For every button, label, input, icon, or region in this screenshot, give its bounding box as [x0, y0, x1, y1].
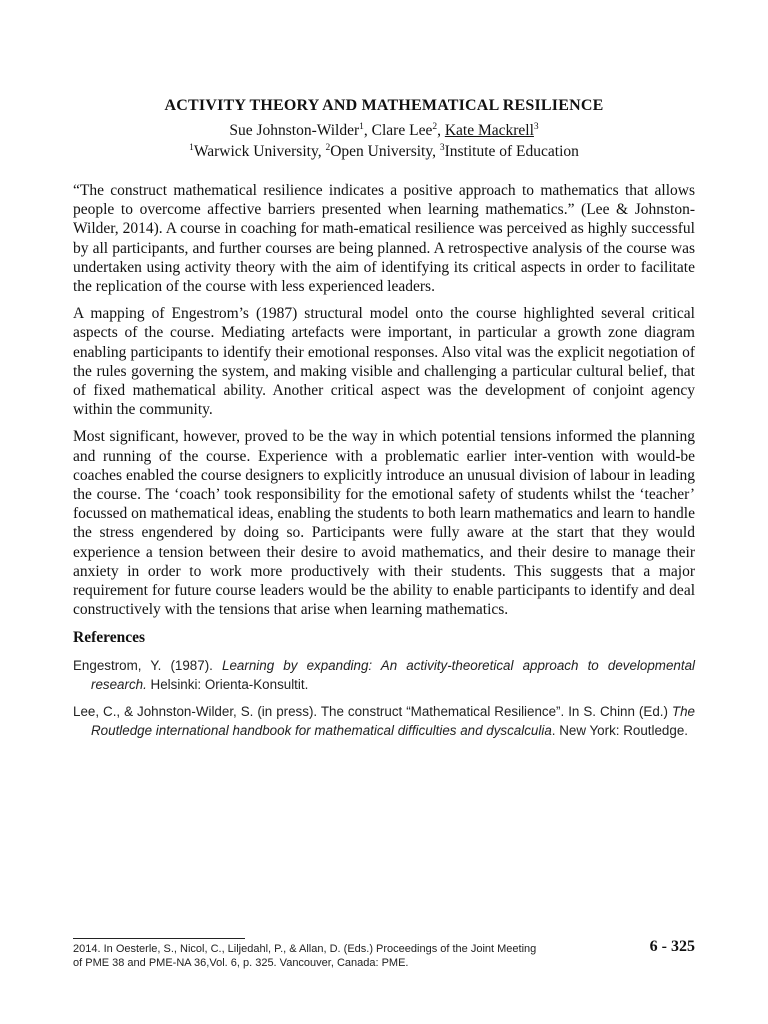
footer-citation	[73, 942, 633, 970]
reference-entry	[73, 656, 695, 694]
author-superscript: 3	[533, 121, 539, 132]
footer-line: of PME 38 and PME-NA 36,Vol. 6, p. 325. Vancouver, Canada: PME.	[73, 957, 409, 969]
affiliation-name: Institute of Education	[444, 143, 579, 160]
reference-text: . New York: Routledge.	[551, 723, 688, 739]
reference-text: Lee, C., & Johnston-Wilder, S. (in press). The construct “Mathematical Resilience”. In S. Chinn (Ed.)	[73, 704, 672, 720]
affiliation-name: Open University,	[330, 143, 440, 160]
affiliation-superscript: 1	[189, 142, 194, 153]
author-line	[73, 120, 695, 141]
affiliation-line	[73, 141, 695, 162]
reference-text: Engestrom, Y. (1987).	[73, 658, 223, 674]
author-superscript: 1	[359, 121, 364, 132]
author-separator: ,	[437, 122, 445, 139]
reference-entry	[73, 702, 695, 740]
footer-rule	[73, 938, 245, 939]
footer-line: 2014. In Oesterle, S., Nicol, C., Liljedahl, P., & Allan, D. (Eds.) Proceedings of the Joint Meeting	[73, 943, 537, 955]
paper-title: ACTIVITY THEORY AND MATHEMATICAL RESILIENCE	[164, 97, 604, 114]
reference-title: The Routledge international handbook for mathematical difficulties and dyscalculia	[91, 704, 695, 739]
author-name: Sue Johnston-Wilder	[229, 122, 360, 139]
affiliation-superscript: 2	[325, 142, 331, 153]
body-paragraph: “The construct mathematical resilience indicates a positive approach to mathematics that allows people to overcome affective barriers presented when learning mathematics.” (Lee & Johnston-Wilder, 2014). A course in coaching for math-ematical resilience was perceived as highly successful by all participants, and further courses are being planned. A retrospective analysis of the course was undertaken using activity theory with the aim of identifying its critical aspects in order to facilitate the replication of the course with less experienced leaders.	[73, 182, 695, 296]
paper-page	[73, 96, 695, 740]
presenting-author-name: Kate Mackrell	[444, 122, 534, 139]
affiliation-superscript: 3	[439, 142, 445, 153]
author-superscript: 2	[432, 121, 438, 132]
body-paragraph: Most significant, however, proved to be the way in which potential tensions informed the planning and running of the course. Experience with a problematic earlier inter-vention with would-be coaches enabled the course designers to explicitly introduce an unusual division of labour in leading the course. The ‘coach’ took responsibility for the emotional safety of students whilst the ‘teacher’ focussed on mathematical ideas, enabling the students to both learn mathematics and learn to handle the stress engendered by doing so. Participants were fully aware at the start that they would experience a tension between their desire to avoid mathematics, and their desire to manage their anxiety in order to work more productively with their students. This suggests that a major requirement for future course leaders would be the ability to enable participants to identify and deal constructively with the tensions that arise when learning mathematics.	[73, 428, 695, 619]
page-number: 6 - 325	[649, 938, 695, 955]
reference-text: Helsinki: Orienta-Konsultit.	[146, 677, 309, 693]
author-name: , Clare Lee	[363, 122, 433, 139]
references-heading: References	[73, 629, 146, 647]
affiliation-name: Warwick University,	[193, 143, 326, 160]
reference-title: Learning by expanding: An activity-theoretical approach to developmental research.	[91, 658, 695, 693]
body-paragraph: A mapping of Engestrom’s (1987) structural model onto the course highlighted several critical aspects of the course. Mediating artefacts were important, in particular a growth zone diagram enabling participants to identify their emotional responses. Also vital was the explicit negotiation of the rules governing the system, and making visible and challenging a particular cultural belief, that of fixed mathematical ability. Another critical aspect was the development of conjoint agency within the community.	[73, 305, 695, 419]
